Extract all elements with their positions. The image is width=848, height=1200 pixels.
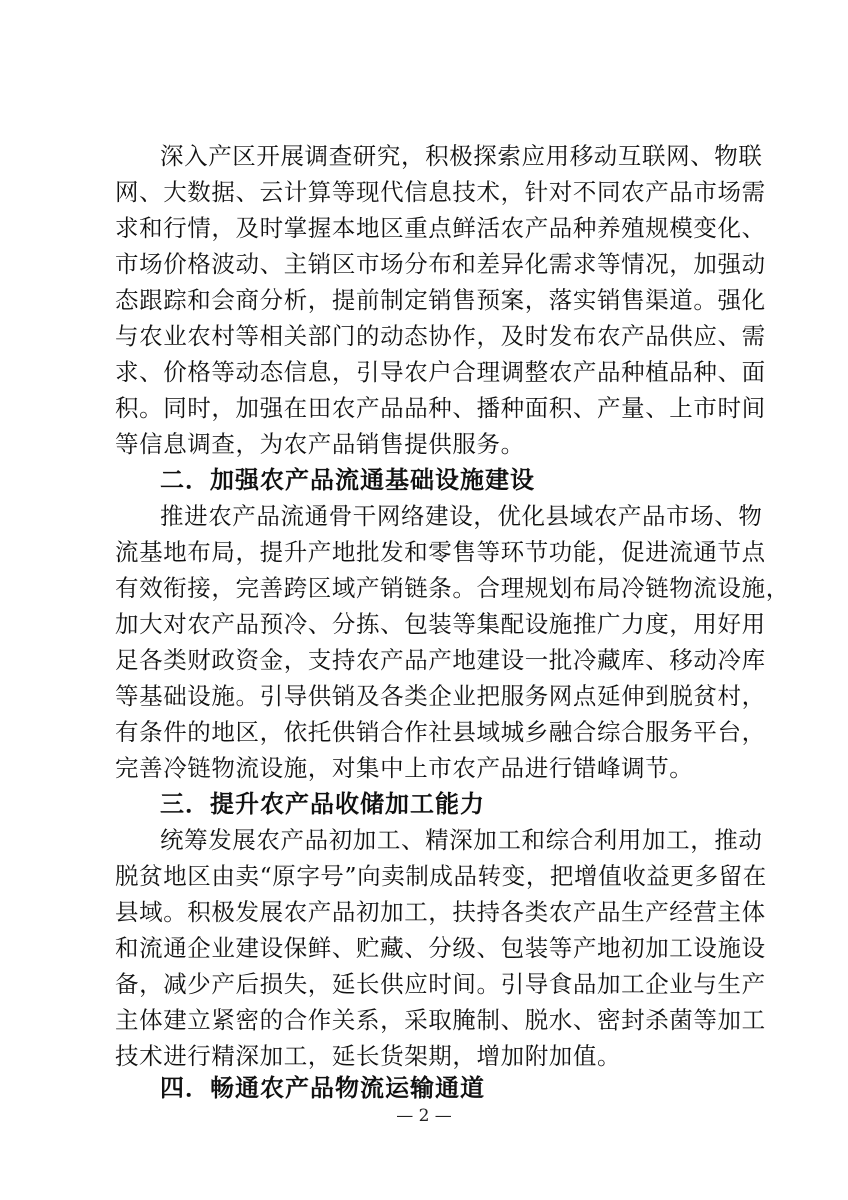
paragraph-3-line-7: 技术进行精深加工，延长货架期，增加附加值。 <box>115 1042 622 1070</box>
paragraph-1-line-5: 态跟踪和会商分析，提前制定销售预案，落实销售渠道。强化 <box>115 286 766 314</box>
page-number: — 2 — <box>396 1106 452 1126</box>
paragraph-3-line-5: 备，减少产后损失，延长供应时间。引导食品加工企业与生产 <box>115 970 766 998</box>
section-heading-3: 三．提升农产品收储加工能力 <box>160 790 485 818</box>
section-heading-2: 二．加强农产品流通基础设施建设 <box>160 466 535 494</box>
paragraph-3-line-4: 和流通企业建设保鲜、贮藏、分级、包装等产地初加工设施设 <box>115 934 766 962</box>
paragraph-1-line-2: 网、大数据、云计算等现代信息技术，针对不同农产品市场需 <box>115 178 766 206</box>
paragraph-3-line-3: 县域。积极发展农产品初加工，扶持各类农产品生产经营主体 <box>115 898 766 926</box>
paragraph-2-line-8: 完善冷链物流设施，对集中上市农产品进行错峰调节。 <box>115 754 694 782</box>
paragraph-3-line-2: 脱贫地区由卖“原字号”向卖制成品转变，把增值收益更多留在 <box>115 862 767 890</box>
paragraph-2-line-6: 等基础设施。引导供销及各类企业把服务网点延伸到脱贫村， <box>115 682 766 710</box>
paragraph-1-line-7: 求、价格等动态信息，引导农户合理调整农产品种植品种、面 <box>115 358 766 386</box>
paragraph-1-line-8: 积。同时，加强在田农产品品种、播种面积、产量、上市时间 <box>115 394 766 422</box>
paragraph-2-line-3: 有效衔接，完善跨区域产销链条。合理规划布局冷链物流设施， <box>115 574 790 602</box>
paragraph-1-line-4: 市场价格波动、主销区市场分布和差异化需求等情况，加强动 <box>115 250 766 278</box>
paragraph-1-line-6: 与农业农村等相关部门的动态协作，及时发布农产品供应、需 <box>115 322 766 350</box>
section-heading-4: 四．畅通农产品物流运输通道 <box>160 1074 485 1102</box>
paragraph-1-line-3: 求和行情，及时掌握本地区重点鲜活农产品种养殖规模变化、 <box>115 214 766 242</box>
paragraph-1-line-9: 等信息调查，为农产品销售提供服务。 <box>115 430 525 458</box>
paragraph-2-line-7: 有条件的地区，依托供销合作社县域城乡融合综合服务平台， <box>115 718 766 746</box>
paragraph-3-line-1: 统筹发展农产品初加工、精深加工和综合利用加工，推动 <box>160 826 763 854</box>
paragraph-2-line-2: 流基地布局，提升产地批发和零售等环节功能，促进流通节点 <box>115 538 766 566</box>
paragraph-2-line-1: 推进农产品流通骨干网络建设，优化县域农产品市场、物 <box>160 502 763 530</box>
paragraph-2-line-4: 加大对农产品预冷、分拣、包装等集配设施推广力度，用好用 <box>115 610 766 638</box>
paragraph-3-line-6: 主体建立紧密的合作关系，采取腌制、脱水、密封杀菌等加工 <box>115 1006 766 1034</box>
paragraph-2-line-5: 足各类财政资金，支持农产品产地建设一批冷藏库、移动冷库 <box>115 646 766 674</box>
paragraph-1-line-1: 深入产区开展调查研究，积极探索应用移动互联网、物联 <box>160 142 763 170</box>
